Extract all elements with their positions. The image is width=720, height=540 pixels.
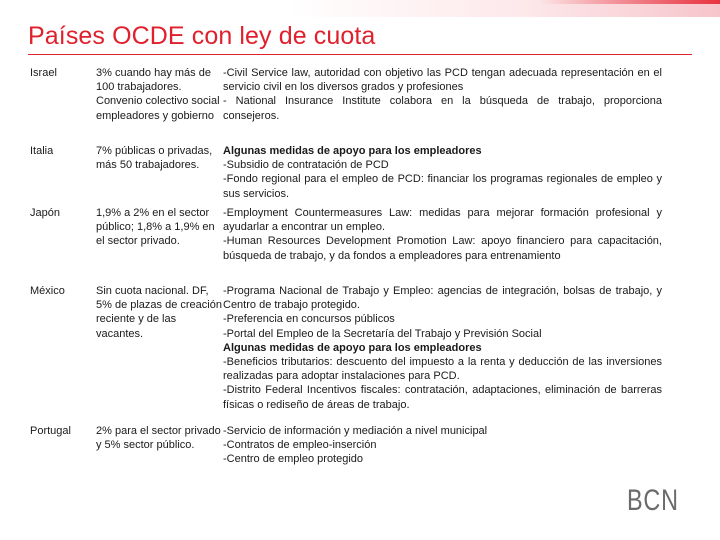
measure-item: -Distrito Federal Incentivos fiscales: contratación, adaptaciones, eliminación de barreras físicas o rediseño de áreas de trabajo. bbox=[223, 384, 662, 411]
quota-cell: 2% para el sector privado y 5% sector público. bbox=[96, 425, 221, 452]
country-cell: Japón bbox=[30, 207, 60, 219]
measure-item: -Fondo regional para el empleo de PCD: financiar los programas regionales de empleo y sus servicios. bbox=[223, 173, 662, 200]
measure-item: -Centro de empleo protegido bbox=[223, 453, 364, 466]
measures-cell bbox=[223, 424, 662, 467]
measure-item: -Human Resources Development Promotion Law: apoyo financiero para capacitación, búsqueda de trabajo, y da fondos a empleadores para entrenamiento bbox=[223, 235, 662, 262]
title-divider bbox=[28, 54, 692, 55]
quota-cell: 3% cuando hay más de 100 trabajadores. Convenio colectivo social empleadores y gobierno bbox=[96, 67, 220, 122]
country-cell: Italia bbox=[30, 145, 54, 157]
measures-cell bbox=[223, 206, 662, 263]
measure-item: -Servicio de información y mediación a nivel municipal bbox=[223, 425, 488, 437]
table-row-portugal bbox=[30, 424, 662, 467]
table-row-italia bbox=[30, 144, 662, 206]
measure-item: -Contratos de empleo-inserción bbox=[223, 439, 377, 452]
measures-cell bbox=[223, 144, 662, 201]
page-title: Países OCDE con ley de cuota bbox=[28, 22, 376, 50]
measure-item: -Programa Nacional de Trabajo y Empleo: agencias de integración, bolsas de trabajo, y Centro de trabajo protegido. bbox=[223, 285, 662, 312]
measures-heading: Algunas medidas de apoyo para los empleadores bbox=[223, 145, 482, 157]
quota-cell: 1,9% a 2% en el sector público; 1,8% a 1,9% en el sector privado. bbox=[96, 207, 215, 248]
country-cell: México bbox=[30, 285, 65, 297]
measure-item: -Employment Countermeasures Law: medidas para mejorar formación profesional y ayudarlar a encontrar un empleo. bbox=[223, 207, 662, 234]
measure-item: -Civil Service law, autoridad con objetivo las PCD tengan adecuada representación en el servicio civil en los diversos grados y profesiones bbox=[223, 67, 662, 94]
quota-cell: Sin cuota nacional. DF, 5% de plazas de creación reciente y de las vacantes. bbox=[96, 285, 222, 340]
measure-item: -Beneficios tributarios: descuento del impuesto a la renta y deducción de las inversiones realizadas para adoptar instalaciones para PCD. bbox=[223, 356, 662, 383]
bcn-logo: BCN bbox=[627, 484, 679, 517]
country-cell: Portugal bbox=[30, 425, 71, 437]
country-cell: Israel bbox=[30, 67, 57, 79]
measures-cell bbox=[223, 66, 662, 123]
measures-heading: Algunas medidas de apoyo para los empleadores bbox=[223, 341, 482, 354]
measure-item: - National Insurance Institute colabora en la búsqueda de trabajo, proporciona consejeros. bbox=[223, 95, 662, 122]
measure-item: -Portal del Empleo de la Secretaría del Trabajo y Previsión Social bbox=[223, 327, 542, 340]
measures-cell bbox=[223, 284, 662, 412]
decorative-bar bbox=[540, 0, 720, 4]
table-row-mexico bbox=[30, 284, 662, 424]
table-row-israel bbox=[30, 66, 662, 144]
table-row-japon bbox=[30, 206, 662, 284]
quota-cell: 7% públicas o privadas, más 50 trabajadores. bbox=[96, 145, 213, 172]
country-table bbox=[30, 66, 662, 467]
measure-item: -Subsidio de contratación de PCD bbox=[223, 159, 389, 172]
measure-item: -Preferencia en concursos públicos bbox=[223, 313, 395, 326]
